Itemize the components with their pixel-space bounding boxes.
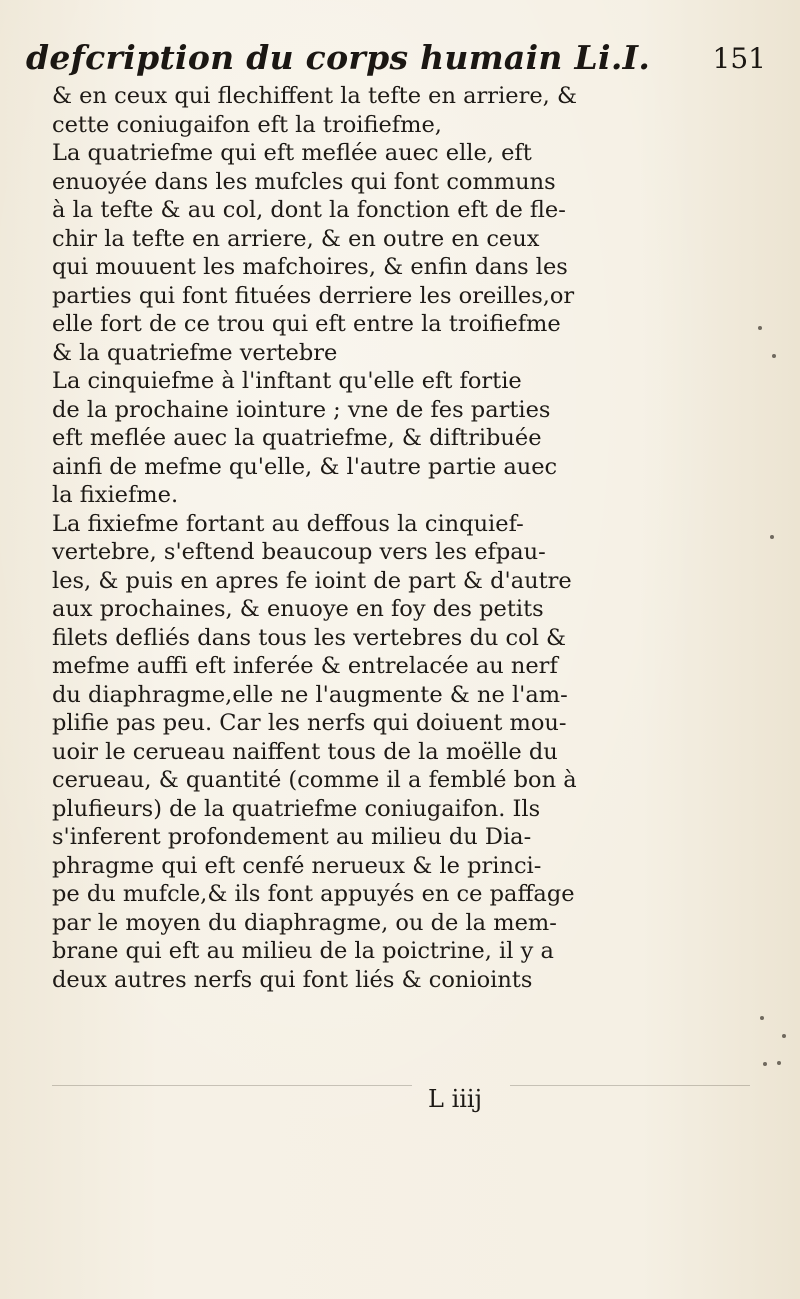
ink-speck bbox=[763, 1062, 767, 1066]
text-line: eft meflée auec la quatriefme, & diftribuée bbox=[52, 425, 542, 451]
text-line: s'inferent profondement au milieu du Dia- bbox=[52, 824, 532, 850]
text-line: du diaphragme,elle ne l'augmente & ne l'am- bbox=[52, 681, 568, 708]
ink-speck bbox=[772, 354, 776, 358]
text-line: & la quatriefme vertebre bbox=[52, 339, 338, 366]
ink-speck bbox=[777, 1061, 781, 1065]
text-line: chir la tefte en arriere, & en outre en ceux bbox=[52, 225, 540, 252]
ink-speck bbox=[782, 1034, 786, 1038]
text-line: cerueau, & quantité (comme il a femblé bon à bbox=[52, 767, 577, 793]
text-line: pe du mufcle,& ils font appuyés en ce paffage bbox=[52, 881, 575, 907]
text-line: les, & puis en apres fe ioint de part & d'autre bbox=[52, 567, 572, 594]
text-line: cette coniugaifon eft la troifiefme, bbox=[52, 111, 442, 138]
text-line: plifie pas peu. Car les nerfs qui doiuent mou- bbox=[52, 710, 567, 736]
text-line: par le moyen du diaphragme, ou de la mem- bbox=[52, 909, 557, 936]
text-line: brane qui eft au milieu de la poictrine, il y a bbox=[52, 938, 554, 964]
signature-mark: L iiij bbox=[428, 1085, 483, 1113]
page-number: 151 bbox=[712, 42, 766, 75]
text-line: elle fort de ce trou qui eft entre la troifiefme bbox=[52, 311, 561, 337]
text-line: La quatriefme qui eft meflée auec elle, eft bbox=[52, 140, 532, 166]
text-line: aux prochaines, & enuoye en foy des petits bbox=[52, 596, 544, 622]
text-line: enuoyée dans les mufcles qui font communs bbox=[52, 168, 556, 195]
text-line: qui mouuent les mafchoires, & enfin dans les bbox=[52, 254, 568, 280]
text-line: filets defliés dans tous les vertebres du col & bbox=[52, 624, 567, 651]
running-head bbox=[26, 38, 786, 82]
underline-left bbox=[52, 1085, 412, 1086]
text-line: uoir le cerueau naiffent tous de la moëlle du bbox=[52, 738, 558, 765]
text-line: La fixiefme fortant au deffous la cinquief- bbox=[52, 510, 524, 537]
text-line: parties qui font fituées derriere les oreilles,or bbox=[52, 282, 575, 309]
text-line: phragme qui eft cenfé nerueux & le princi- bbox=[52, 852, 542, 879]
running-title: defcription du corps humain Li.I. bbox=[26, 38, 651, 77]
text-line: ainfi de mefme qu'elle, & l'autre partie auec bbox=[52, 453, 558, 480]
text-line: & en ceux qui flechiffent la tefte en arriere, & bbox=[52, 83, 577, 109]
body-text bbox=[52, 82, 752, 994]
ink-speck bbox=[760, 1016, 764, 1020]
text-line: la fixiefme. bbox=[52, 482, 179, 508]
ink-speck bbox=[770, 535, 774, 539]
text-line: mefme auffi eft inferée & entrelacée au nerf bbox=[52, 653, 558, 679]
underline-right bbox=[510, 1085, 750, 1086]
text-line: plufieurs) de la quatriefme coniugaifon. Ils bbox=[52, 795, 541, 822]
text-line: vertebre, s'eftend beaucoup vers les efpau- bbox=[52, 539, 546, 565]
text-line: de la prochaine iointure ; vne de fes parties bbox=[52, 396, 551, 423]
text-line: La cinquiefme à l'inftant qu'elle eft fortie bbox=[52, 368, 522, 394]
text-line: à la tefte & au col, dont la fonction eft de fle- bbox=[52, 197, 566, 223]
text-line: deux autres nerfs qui font liés & conioints bbox=[52, 966, 533, 993]
ink-speck bbox=[758, 326, 762, 330]
